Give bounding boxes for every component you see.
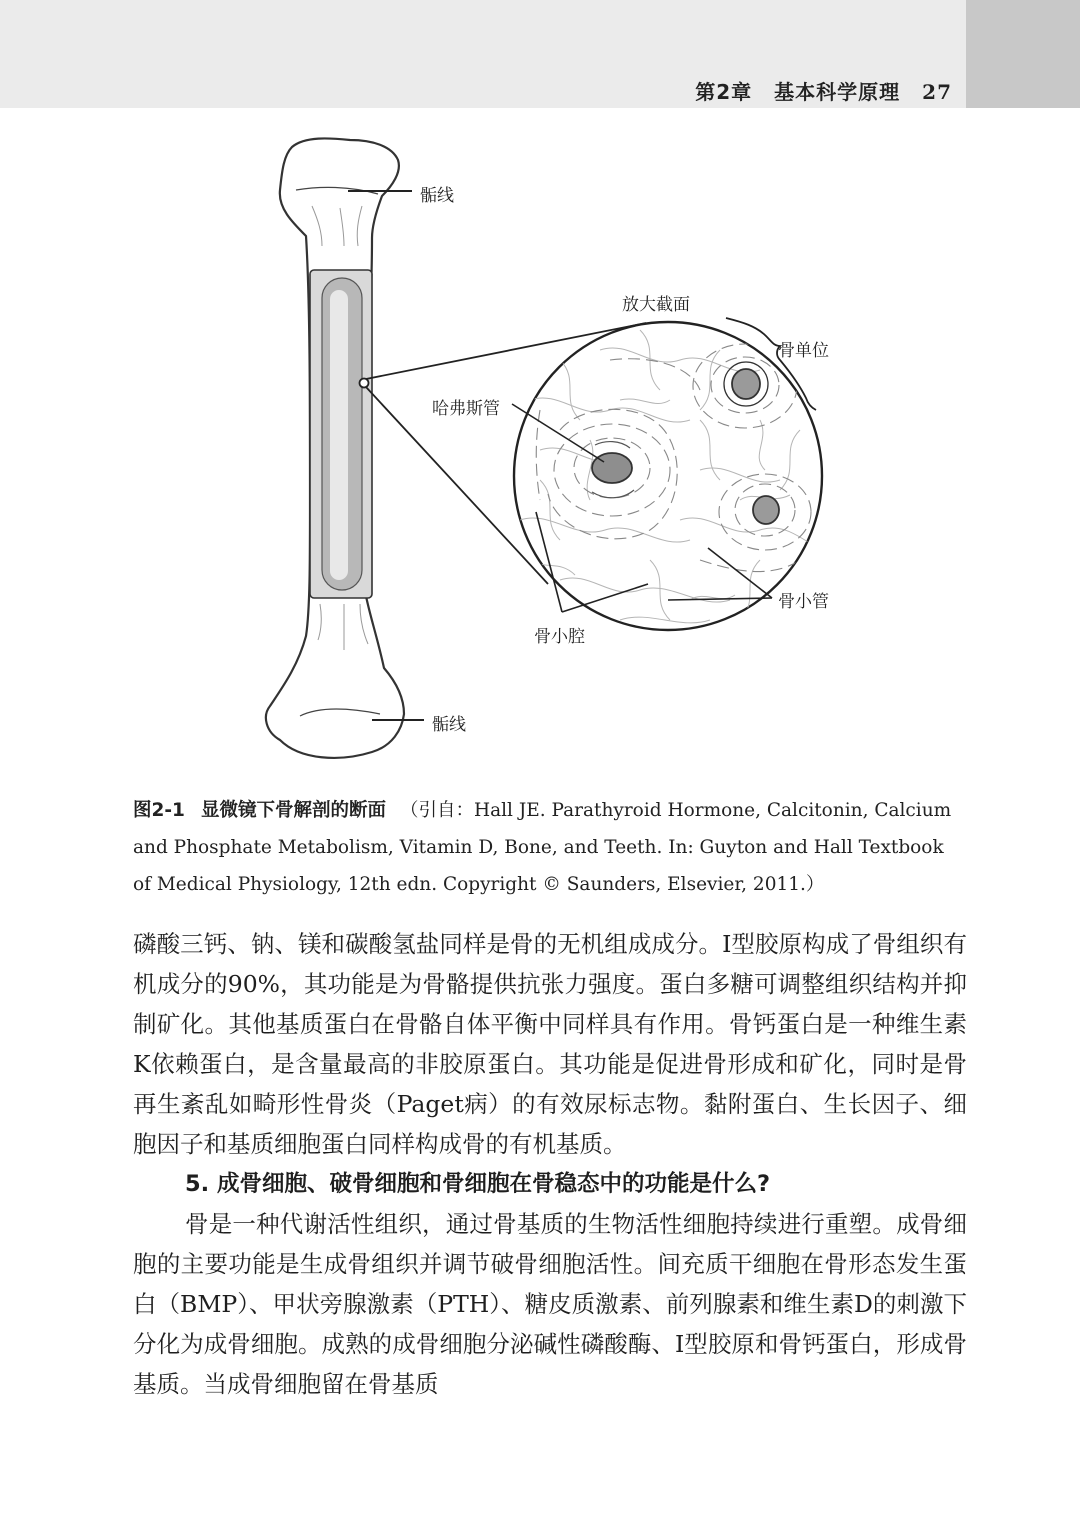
label-magnified-section: 放大截面 xyxy=(622,295,690,315)
label-haversian-canal: 哈弗斯管 xyxy=(432,399,500,419)
medullary-cavity xyxy=(310,270,372,598)
label-osteon: 骨单位 xyxy=(778,341,829,361)
label-epiphyseal-line-bottom: 骺线 xyxy=(432,715,466,735)
figure-caption xyxy=(133,792,967,903)
label-epiphyseal-line-top: 骺线 xyxy=(420,186,454,206)
paragraph-bone-remodeling: 骨是一种代谢活性组织，通过骨基质的生物活性细胞持续进行重塑。成骨细胞的主要功能是生成骨组织并调节破骨细胞活性。间充质干细胞在骨形态发生蛋白（BMP）、甲状旁腺激素（PTH）、糖皮质激素、前列腺素和维生素D的刺激下分化为成骨细胞。成熟的成骨细胞分泌碱性磷酸酶、Ⅰ型胶原和骨钙蛋白，形成骨基质。当成骨细胞留在骨基质 xyxy=(133,1210,967,1398)
section-heading: 5. 成骨细胞、破骨细胞和骨细胞在骨稳态中的功能是什么? xyxy=(185,1171,771,1197)
chapter-title: 基本科学原理 xyxy=(774,80,901,104)
label-lacunae: 骨小腔 xyxy=(534,627,585,647)
caption-source: （引自：Hall JE. Parathyroid Hormone, Calcitonin, Calcium and Phosphate Metabolism, Vitamin D, Bone, and Teeth. In: Guyton and Hall Textbook of Medical Physiology, 12th edn. Copyright © Saunders, Elsevier, 2011.） xyxy=(133,800,952,895)
caption-title: 显微镜下骨解剖的断面 xyxy=(200,800,386,821)
body-text xyxy=(133,924,967,1404)
paragraph-inorganic-components: 磷酸三钙、钠、镁和碳酸氢盐同样是骨的无机组成成分。Ⅰ型胶原构成了骨组织有机成分的90%，其功能是为骨骼提供抗张力强度。蛋白多糖可调整组织结构并抑制矿化。其他基质蛋白在骨骼自体平衡中同样具有作用。骨钙蛋白是一种维生素K依赖蛋白，是含量最高的非胶原蛋白。其功能是促进骨形成和矿化，同时是骨再生紊乱如畸形性骨炎（Paget病）的有效尿标志物。黏附蛋白、生长因子、细胞因子和基质细胞蛋白同样构成骨的有机基质。 xyxy=(133,930,967,1158)
caption-label: 图2-1 xyxy=(133,800,185,821)
chapter-number: 第2章 xyxy=(695,80,753,104)
label-canaliculi: 骨小管 xyxy=(778,592,829,612)
magnified-section xyxy=(514,322,822,630)
page-number: 27 xyxy=(922,80,952,104)
